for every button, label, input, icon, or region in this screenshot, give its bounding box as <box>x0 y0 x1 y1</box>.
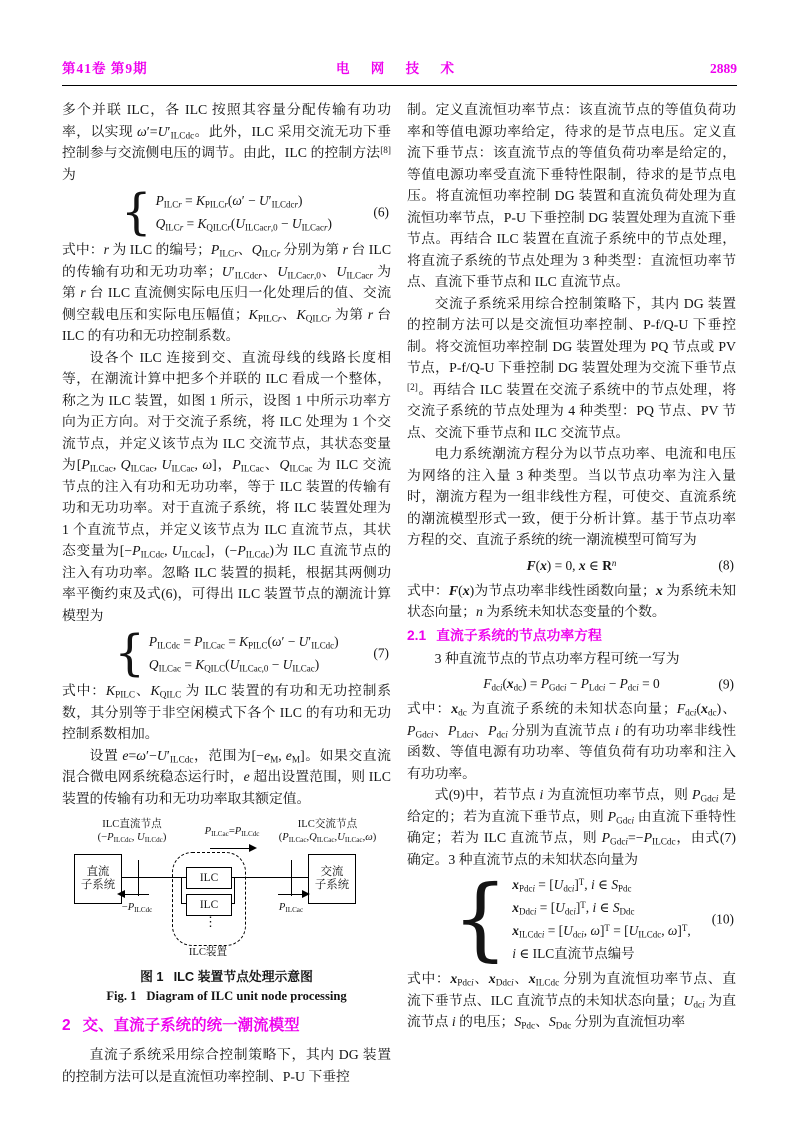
brace-glyph: { <box>121 183 152 241</box>
dc-node-vars: ($-P_{ILCdc}$, $U_{ILCdc}$) <box>97 832 167 844</box>
ac-subsystem-box: 交流 子系统 <box>308 854 356 904</box>
equation-line: $Q_{ILCr} = K_{QILCr}(U_{ILCacr,0} - U_{ILCacr})$ <box>155 216 332 233</box>
figure-caption-zh <box>62 967 391 987</box>
equation-number: (9) <box>718 676 734 691</box>
figure-dc-node-label <box>76 818 188 844</box>
paragraph: 式中：F(x)为节点功率非线性函数向量；x 为系统未知状态向量；n 为系统未知状态变量的个数。 <box>407 582 737 619</box>
ilc-unit-label: ILC装置 <box>188 947 228 958</box>
header-issue: 第41卷 第9期 <box>62 61 148 76</box>
equation-line: i ∈ ILC直流节点编号 <box>512 946 635 961</box>
header-journal-title: 电 网 技 术 <box>335 61 464 76</box>
paragraph: 制。定义直流恒功率节点：该直流节点的等值负荷功率和等值电源功率给定，待求的是节点电压。定义直流下垂节点：该直流节点的等值负荷功率是给定的，等值电源功率受直流下垂特性限制，待求的是节点电压。将直流恒功率控制 DG 装置和直流负荷处理为直流恒功率节点，P-U 下垂控制 DG 装置处理为直流下垂节点。再结合 ILC 装置在直流子系统中的节点处理，将直流子系统的节点处理为 3 种类型：直流恒功率节点、直流下垂节点和 ILC 直流节点。 <box>407 102 736 289</box>
dc-bus-tick <box>138 860 139 896</box>
right-column <box>407 99 736 1087</box>
paragraph: 设各个 ILC 连接到交、直流母线的线路长度相等，在潮流计算中把多个并联的 ILC 看成一个整体，称之为 ILC 装置，如图 1 所示，设图 1 中所示功率方向为正方向。对于交流子系统，将 ILC 处理为 1 个交流节点，并定义该节点为 ILC 交流节点，其状态变量为[$P_{ILCac}$, $Q_{ILCac}$, $U_{ILCac}$, ω]，$P_{ILCac}$、$Q_{ILCac}$ 为 ILC 交流节点的注入有功和无功功率，等于 ILC 装置的传输有功和无功功率。对于直流子系统，将 ILC 装置处理为 1 个直流节点，并定义该节点为 ILC 直流节点，其状态变量为[$-P_{ILCdc}$, $U_{ILCdc}$]，$(-P_{ILCdc})$为 ILC 直流节点的注入有功功率。忽略 ILC 装置的损耗，根据其两侧功率平衡约束及式(6)，可得出 ILC 装置节点的潮流计算模型为 <box>62 349 391 623</box>
paragraph: 直流子系统采用综合控制策略下，其内 DG 装置的控制方法可以是直流恒功率控制、P-U 下垂控 <box>62 1047 391 1084</box>
figure-ac-node-label <box>258 818 397 844</box>
equation-line: $F_{dci}(x_{dc}) = P_{Gdci} - P_{Ldci} - P_{dci} = 0$ <box>483 676 660 693</box>
section-title: 直流子系统的节点功率方程 <box>436 627 602 643</box>
ilc-connector-left <box>181 877 182 904</box>
equation-lines <box>156 189 332 235</box>
figure-caption-en-label: Fig. 1 <box>106 989 137 1003</box>
brace-glyph: { <box>452 865 509 972</box>
section-number: 2.1 <box>407 627 427 643</box>
equation-10 <box>407 865 736 972</box>
equation-7 <box>62 624 391 682</box>
ac-node-title: ILC交流节点 <box>297 819 358 830</box>
equation-9 <box>407 672 736 695</box>
equation-line: $P_{ILCdc} = P_{ILCac} = K_{PILC}(\omega' - U'_{ILCdc})$ <box>148 634 339 651</box>
paragraph: 式中：$x_{dc}$ 为直流子系统的未知状态向量；$F_{dci}(x_{dc})$、$P_{Gdci}$、$P_{Ldci}$、$P_{dci}$ 分别为直流节点 i 的有功功率非线性函数、等值电源有功功率、等值负荷有功功率和注入有功功率。 <box>407 701 737 781</box>
equation-lines <box>483 672 659 695</box>
section-title: 交、直流子系统的统一潮流模型 <box>82 1017 300 1034</box>
equation-line: $x_{Ddci} = [U_{dci}]^T$, i ∈ $S_{Ddc}$ <box>512 899 635 917</box>
paragraph: 电力系统潮流方程分为以节点功率、电流和电压为网络的注入量 3 种类型。当以节点功率为注入量时，潮流方程为一组非线性方程，可使交、直流系统的潮流模型形式一致，便于分析计算。基于节点功率方程的交、直流子系统的统一潮流模型可简写为 <box>407 446 736 547</box>
dc-node-title: ILC直流节点 <box>102 819 162 830</box>
left-column <box>62 99 391 1087</box>
equation-line: $Q_{ILCac} = K_{QILC}(U_{ILCac,0} - U_{ILCac})$ <box>148 657 320 674</box>
dc-power-arrow-left-icon <box>124 894 149 895</box>
page-header <box>62 57 737 86</box>
paragraph: 式中：r 为 ILC 的编号；$P_{ILCr}$、$Q_{ILCr}$ 分别为第 r 台 ILC 的传输有功和无功功率；$U'_{ILCdcr}$、$U_{ILCacr,0}$、$U_{ILCacr}$ 为第 r 台 ILC 直流侧实际电压归一化处理后的值、交流侧空载电压和实际电压幅值；$K_{PILCr}$、$K_{QILCr}$ 为第 r 台 ILC 的有功和无功控制系数。 <box>62 242 392 343</box>
paragraph: 3 种直流节点的节点功率方程可统一写为 <box>434 650 680 666</box>
equation-number: (8) <box>718 557 734 573</box>
section-number: 2 <box>62 1017 71 1034</box>
paragraph: 交流子系统采用综合控制策略下，其内 DG 装置的控制方法可以是交流恒功率控制、P-f/Q-U 下垂控制。将交流恒功率控制 DG 装置处理为 PQ 节点或 PV 节点，P-f/Q-U 下垂控制 DG 装置处理为交流下垂节点[2]。再结合 ILC 装置在交流子系统中的节点处理，将交流子系统的节点处理为 4 种类型：PQ 节点、PV 节点、交流下垂节点和 ILC 交流节点。 <box>407 295 736 440</box>
figure-flow-label: $P_{ILCac}=P_{ILCdc}$ <box>204 826 260 838</box>
equation-6 <box>62 183 391 241</box>
flow-arrow-right-icon <box>210 848 250 849</box>
paragraph: 设置 $e=\omega'-U'_{ILCdc}$，范围为[$-e_M$, $e_M$]。如果交直流混合微电网系统稳态运行时，e 超出设置范围，则 ILC 装置的传输有功和无功功率取其额定值。 <box>62 747 392 806</box>
equation-lines <box>527 554 617 577</box>
equation-number: (10) <box>711 911 734 927</box>
ellipsis-dots: ⋮ <box>204 914 217 929</box>
section-2-heading <box>62 1015 391 1037</box>
figure-caption-en <box>62 987 391 1006</box>
equation-8 <box>407 554 736 577</box>
two-column-body <box>62 99 737 1087</box>
equation-line: $x_{Pdci} = [U_{dci}]^T$, i ∈ $S_{Pdc}$ <box>512 876 632 894</box>
ilc-box-top: ILC <box>186 867 232 889</box>
ac-bus-tick <box>291 860 292 896</box>
figure-1-diagram <box>62 818 397 966</box>
ilc-box-bottom: ILC <box>186 894 232 916</box>
ilc-connector-right <box>234 877 235 904</box>
equation-line: F(x) = 0, x ∈ $R^n$ <box>526 557 617 573</box>
dc-power-label: $-P_{ILCdc}$ <box>121 902 153 914</box>
equation-number: (6) <box>373 204 389 220</box>
paragraph: 式(9)中，若节点 i 为直流恒功率节点，则 $P_{Gdci}$ 是给定的；若为直流下垂节点，则 $P_{Gdci}$ 由直流下垂特性确定；若为 ILC 直流节点，则 $P_{Gdci}=-P_{ILCdc}$，由式(7)确定。3 种直流节点的未知状态向量为 <box>407 787 736 867</box>
paragraph: 多个并联 ILC，各 ILC 按照其容量分配传输有功功率，以实现 $\omega'=U'_{ILCdc}$。此外，ILC 采用交流无功下垂控制参与交流侧电压的调节。由此，ILC 的控制方法[8]为 <box>62 102 391 182</box>
section-2-1-heading <box>407 626 736 646</box>
paragraph: 式中：$K_{PILC}$、$K_{QILC}$ 为 ILC 装置的有功和无功控制系数，其分别等于非空闲模式下各个 ILC 的有功和无功控制系数相加。 <box>62 683 392 741</box>
equation-lines <box>149 630 339 676</box>
brace-glyph: { <box>114 624 145 682</box>
ac-node-vars: $(P_{ILCac},Q_{ILCac},U_{ILCac},\omega)$ <box>278 832 377 844</box>
figure-caption-en-text: Diagram of ILC unit node processing <box>146 989 347 1003</box>
dc-subsystem-box: 直流 子系统 <box>74 854 122 904</box>
figure-caption-zh-label: 图 1 <box>140 969 164 984</box>
equation-lines <box>512 873 690 965</box>
figure-caption-zh-text: ILC 装置节点处理示意图 <box>173 969 313 984</box>
ac-power-arrow-right-icon <box>278 894 303 895</box>
header-page-number: 2889 <box>710 61 737 76</box>
equation-line: $P_{ILCr} = K_{PILCr}(\omega' - U'_{ILCdcr})$ <box>155 193 303 210</box>
equation-number: (7) <box>373 645 389 661</box>
ac-power-label: $P_{ILCac}$ <box>278 902 304 914</box>
paragraph: 式中：$x_{Pdci}$、$x_{Ddci}$、$x_{ILCdc}$ 分别为直流恒功率节点、直流下垂节点、ILC 直流节点的未知状态向量；$U_{dci}$ 为直流节点 i 的电压；$S_{Pdc}$、$S_{Ddc}$ 分别为直流恒功率 <box>407 971 737 1031</box>
equation-line: $x_{ILCdci} = [U_{dci}$, $\omega]^T = [U_{ILCdc}$, ω]$^T$, <box>512 922 691 940</box>
